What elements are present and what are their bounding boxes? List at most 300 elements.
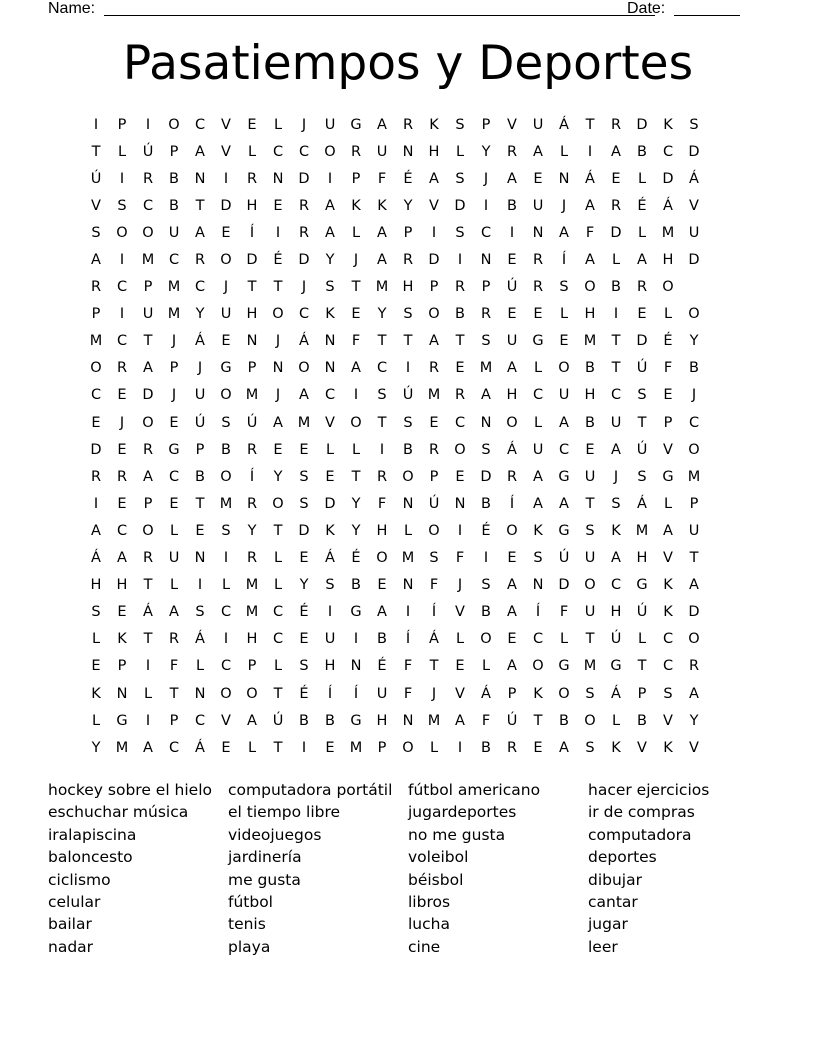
grid-letter: R	[246, 495, 258, 512]
grid-letter: I	[483, 550, 489, 567]
grid-letter: M	[297, 414, 311, 431]
grid-letter: D	[90, 441, 102, 458]
word-list-item: fútbol	[228, 893, 273, 912]
grid-letter: O	[584, 577, 596, 594]
grid-letter: U	[584, 550, 596, 567]
grid-letter: H	[610, 604, 622, 621]
word-list-item: ir de compras	[588, 803, 695, 822]
grid-letter: B	[351, 577, 361, 594]
grid-letter: A	[663, 522, 673, 539]
grid-letter: B	[299, 712, 309, 729]
grid-letter: E	[273, 441, 283, 458]
grid-letter: O	[246, 685, 258, 702]
word-list-item: lucha	[408, 915, 450, 934]
grid-letter: A	[533, 468, 543, 485]
grid-letter: E	[325, 739, 335, 756]
grid-letter: P	[481, 116, 491, 133]
grid-letter: A	[689, 685, 699, 702]
grid-letter: A	[507, 604, 517, 621]
grid-letter: U	[610, 414, 622, 431]
grid-letter: N	[272, 170, 284, 187]
grid-letter: S	[481, 333, 491, 350]
grid-letter: K	[611, 739, 621, 756]
grid-letter: T	[637, 414, 647, 431]
grid-letter: S	[195, 604, 205, 621]
grid-letter: N	[480, 252, 492, 269]
grid-letter: M	[349, 739, 363, 756]
word-list-item: baloncesto	[48, 848, 133, 867]
grid-letter: D	[246, 252, 258, 269]
grid-letter: M	[583, 658, 597, 675]
grid-letter: M	[635, 522, 649, 539]
grid-letter: V	[663, 441, 673, 458]
grid-letter: E	[507, 306, 517, 323]
grid-letter: I	[457, 522, 463, 539]
word-list-item: jugar	[588, 915, 628, 934]
grid-letter: T	[169, 685, 179, 702]
grid-letter: I	[457, 739, 463, 756]
grid-letter: A	[637, 252, 647, 269]
grid-letter: N	[558, 170, 570, 187]
grid-letter: J	[171, 387, 177, 404]
grid-row	[83, 138, 733, 165]
word-list-item: tenis	[228, 915, 266, 934]
grid-letter: R	[506, 739, 518, 756]
grid-letter: E	[429, 414, 439, 431]
grid-letter: C	[480, 224, 492, 241]
grid-letter: Y	[351, 495, 361, 512]
grid-letter: Ú	[90, 170, 102, 187]
grid-letter: L	[663, 495, 673, 512]
grid-letter: A	[195, 143, 205, 160]
grid-letter: V	[221, 712, 231, 729]
grid-letter: E	[117, 604, 127, 621]
grid-letter: A	[507, 658, 517, 675]
grid-letter: A	[585, 252, 595, 269]
grid-letter: O	[142, 224, 154, 241]
grid-letter: T	[637, 658, 647, 675]
grid-letter: A	[585, 197, 595, 214]
grid-letter: K	[663, 604, 673, 621]
grid-letter: Y	[195, 306, 205, 323]
grid-letter: R	[402, 252, 414, 269]
grid-letter: D	[688, 604, 700, 621]
word-list-item: nadar	[48, 937, 94, 956]
word-list-item: bailar	[48, 915, 92, 934]
grid-letter: B	[481, 739, 491, 756]
grid-letter: A	[507, 360, 517, 377]
grid-letter: U	[142, 306, 154, 323]
grid-letter: T	[273, 279, 283, 296]
grid-letter: P	[637, 685, 647, 702]
grid-letter: O	[584, 279, 596, 296]
grid-letter: D	[324, 495, 336, 512]
grid-letter: S	[637, 468, 647, 485]
word-list-item: el tiempo libre	[228, 803, 341, 822]
grid-letter: E	[221, 739, 231, 756]
word-search-grid	[83, 111, 733, 761]
grid-letter: H	[376, 712, 388, 729]
grid-letter: A	[481, 387, 491, 404]
grid-letter: G	[610, 658, 622, 675]
grid-row	[83, 517, 733, 544]
grid-letter: A	[559, 414, 569, 431]
grid-letter: S	[377, 387, 387, 404]
grid-letter: O	[428, 522, 440, 539]
grid-letter: E	[273, 197, 283, 214]
grid-letter: E	[91, 658, 101, 675]
grid-letter: A	[377, 604, 387, 621]
grid-letter: E	[247, 116, 257, 133]
grid-row	[83, 165, 733, 192]
grid-letter: Á	[195, 739, 205, 756]
grid-letter: N	[532, 224, 544, 241]
grid-letter: D	[298, 522, 310, 539]
grid-letter: P	[195, 441, 205, 458]
grid-letter: P	[117, 116, 127, 133]
grid-letter: D	[220, 197, 232, 214]
grid-letter: N	[324, 360, 336, 377]
grid-letter: I	[509, 224, 515, 241]
grid-letter: V	[455, 685, 465, 702]
grid-letter: Y	[403, 197, 413, 214]
grid-letter: É	[273, 252, 283, 269]
grid-letter: Í	[353, 685, 359, 702]
word-list-item: jugardeportes	[408, 803, 517, 822]
grid-letter: K	[663, 577, 673, 594]
grid-letter: O	[272, 495, 284, 512]
grid-letter: E	[455, 468, 465, 485]
grid-letter: K	[533, 685, 543, 702]
grid-letter: B	[507, 197, 517, 214]
grid-letter: N	[194, 550, 206, 567]
grid-letter: G	[350, 604, 362, 621]
grid-letter: B	[325, 712, 335, 729]
grid-letter: L	[637, 170, 647, 187]
grid-letter: J	[561, 197, 567, 214]
grid-letter: F	[429, 577, 439, 594]
grid-letter: H	[636, 550, 648, 567]
grid-letter: V	[91, 197, 101, 214]
word-list-item: ciclismo	[48, 870, 111, 889]
grid-letter: R	[428, 360, 440, 377]
grid-letter: R	[142, 170, 154, 187]
grid-letter: R	[454, 387, 466, 404]
grid-letter: Ú	[194, 414, 206, 431]
grid-letter: E	[507, 550, 517, 567]
grid-letter: D	[662, 170, 674, 187]
grid-letter: L	[533, 414, 543, 431]
grid-letter: L	[91, 712, 101, 729]
grid-letter: I	[119, 306, 125, 323]
grid-letter: Ú	[142, 143, 154, 160]
grid-letter: C	[376, 360, 388, 377]
grid-letter: B	[195, 468, 205, 485]
grid-letter: T	[351, 279, 361, 296]
grid-letter: S	[559, 279, 569, 296]
grid-letter: B	[169, 170, 179, 187]
grid-letter: P	[507, 685, 517, 702]
grid-letter: S	[299, 495, 309, 512]
grid-row	[83, 572, 733, 599]
grid-row	[83, 436, 733, 463]
grid-letter: E	[637, 306, 647, 323]
grid-letter: G	[558, 468, 570, 485]
grid-letter: A	[91, 252, 101, 269]
grid-letter: E	[585, 441, 595, 458]
grid-letter: T	[351, 468, 361, 485]
grid-row	[83, 626, 733, 653]
grid-letter: U	[324, 116, 336, 133]
grid-letter: U	[532, 441, 544, 458]
grid-letter: M	[245, 387, 259, 404]
grid-letter: L	[273, 658, 283, 675]
grid-letter: S	[663, 685, 673, 702]
grid-letter: L	[169, 522, 179, 539]
grid-letter: R	[480, 306, 492, 323]
grid-letter: Á	[611, 685, 621, 702]
grid-letter: H	[662, 252, 674, 269]
grid-letter: E	[195, 522, 205, 539]
grid-letter: S	[481, 441, 491, 458]
grid-letter: B	[637, 143, 647, 160]
grid-letter: F	[663, 360, 673, 377]
grid-letter: T	[247, 279, 257, 296]
grid-letter: O	[480, 631, 492, 648]
grid-letter: B	[611, 279, 621, 296]
grid-letter: T	[689, 550, 699, 567]
grid-letter: A	[533, 495, 543, 512]
grid-letter: A	[559, 495, 569, 512]
grid-letter: L	[273, 577, 283, 594]
grid-letter: R	[688, 658, 700, 675]
grid-letter: P	[429, 279, 439, 296]
grid-letter: L	[455, 143, 465, 160]
grid-letter: Í	[509, 495, 515, 512]
word-list-item: no me gusta	[408, 825, 506, 844]
grid-letter: L	[247, 739, 257, 756]
grid-letter: V	[221, 116, 231, 133]
grid-letter: J	[691, 387, 697, 404]
word-list-item: hacer ejercicios	[588, 781, 710, 799]
grid-letter: Á	[143, 604, 153, 621]
grid-letter: P	[481, 279, 491, 296]
grid-letter: O	[428, 306, 440, 323]
grid-letter: O	[220, 468, 232, 485]
grid-letter: O	[688, 306, 700, 323]
grid-letter: V	[455, 604, 465, 621]
grid-letter: Ú	[246, 414, 258, 431]
grid-letter: P	[429, 468, 439, 485]
grid-letter: C	[142, 197, 154, 214]
grid-letter: C	[610, 577, 622, 594]
grid-letter: Á	[429, 631, 439, 648]
grid-letter: K	[91, 685, 101, 702]
grid-letter: L	[351, 441, 361, 458]
grid-letter: M	[479, 360, 493, 377]
grid-letter: E	[299, 441, 309, 458]
grid-letter: C	[532, 387, 544, 404]
grid-letter: D	[688, 143, 700, 160]
grid-letter: Y	[481, 143, 491, 160]
grid-row	[83, 707, 733, 734]
grid-letter: Á	[195, 333, 205, 350]
grid-letter: É	[299, 685, 309, 702]
date-label: Date:	[627, 0, 666, 17]
grid-letter: S	[325, 577, 335, 594]
grid-letter: S	[455, 116, 465, 133]
grid-letter: H	[246, 631, 258, 648]
grid-letter: Í	[431, 604, 437, 621]
word-list-item: celular	[48, 893, 101, 912]
grid-letter: I	[197, 577, 203, 594]
word-list-item: libros	[408, 893, 451, 912]
grid-letter: R	[506, 468, 518, 485]
grid-letter: É	[377, 658, 387, 675]
grid-letter: M	[141, 252, 155, 269]
grid-letter: C	[116, 333, 128, 350]
grid-letter: U	[532, 116, 544, 133]
grid-letter: J	[353, 252, 359, 269]
grid-letter: U	[532, 197, 544, 214]
grid-letter: Ú	[402, 387, 414, 404]
grid-letter: N	[402, 712, 414, 729]
grid-letter: Ú	[610, 631, 622, 648]
grid-letter: N	[324, 333, 336, 350]
grid-letter: P	[91, 306, 101, 323]
grid-letter: O	[350, 414, 362, 431]
grid-letter: T	[585, 631, 595, 648]
grid-letter: A	[273, 414, 283, 431]
grid-letter: R	[532, 279, 544, 296]
grid-letter: C	[662, 658, 674, 675]
grid-letter: R	[116, 360, 128, 377]
grid-letter: E	[611, 170, 621, 187]
grid-letter: Á	[559, 116, 569, 133]
grid-letter: U	[168, 224, 180, 241]
grid-letter: P	[169, 360, 179, 377]
grid-letter: R	[142, 441, 154, 458]
grid-letter: A	[429, 170, 439, 187]
grid-letter: Í	[327, 685, 333, 702]
grid-letter: A	[507, 577, 517, 594]
grid-letter: Í	[249, 224, 255, 241]
grid-letter: O	[142, 414, 154, 431]
word-list-item: hockey sobre el hielo	[48, 781, 213, 799]
grid-letter: U	[584, 468, 596, 485]
grid-letter: Í	[561, 252, 567, 269]
word-list-item: computadora portátil	[228, 781, 393, 799]
grid-letter: V	[663, 712, 673, 729]
grid-letter: S	[689, 116, 699, 133]
grid-letter: J	[275, 387, 281, 404]
grid-letter: C	[194, 279, 206, 296]
grid-letter: S	[221, 522, 231, 539]
grid-letter: H	[584, 306, 596, 323]
grid-letter: S	[481, 577, 491, 594]
grid-letter: Ú	[636, 604, 648, 621]
grid-row	[83, 274, 733, 301]
grid-letter: E	[221, 224, 231, 241]
grid-letter: P	[351, 170, 361, 187]
grid-row	[83, 301, 733, 328]
grid-letter: S	[455, 224, 465, 241]
grid-letter: M	[167, 279, 181, 296]
grid-letter: T	[585, 116, 595, 133]
grid-letter: S	[429, 550, 439, 567]
grid-letter: B	[403, 441, 413, 458]
grid-letter: M	[427, 712, 441, 729]
grid-letter: K	[117, 631, 127, 648]
grid-letter: C	[610, 387, 622, 404]
grid-letter: A	[247, 712, 257, 729]
grid-letter: S	[585, 685, 595, 702]
grid-letter: C	[532, 631, 544, 648]
word-list-item: computadora	[588, 825, 692, 844]
grid-letter: I	[379, 441, 385, 458]
grid-letter: O	[376, 550, 388, 567]
grid-letter: T	[611, 333, 621, 350]
grid-letter: I	[275, 224, 281, 241]
grid-letter: L	[429, 739, 439, 756]
grid-letter: G	[220, 360, 232, 377]
grid-letter: P	[247, 658, 257, 675]
grid-letter: Y	[299, 577, 309, 594]
grid-letter: H	[246, 306, 258, 323]
grid-letter: A	[143, 360, 153, 377]
grid-letter: C	[272, 631, 284, 648]
grid-letter: J	[613, 468, 619, 485]
grid-letter: E	[299, 550, 309, 567]
grid-letter: E	[533, 306, 543, 323]
grid-letter: U	[194, 387, 206, 404]
grid-letter: A	[507, 170, 517, 187]
grid-letter: E	[299, 631, 309, 648]
grid-letter: E	[455, 360, 465, 377]
grid-letter: L	[273, 550, 283, 567]
grid-letter: L	[559, 306, 569, 323]
grid-letter: C	[194, 116, 206, 133]
grid-letter: Í	[249, 468, 255, 485]
grid-row	[83, 545, 733, 572]
grid-letter: H	[246, 197, 258, 214]
grid-letter: F	[351, 333, 361, 350]
grid-letter: H	[116, 577, 128, 594]
grid-row	[83, 192, 733, 219]
grid-row	[83, 382, 733, 409]
grid-letter: U	[168, 550, 180, 567]
grid-letter: E	[169, 414, 179, 431]
grid-letter: R	[90, 468, 102, 485]
grid-letter: A	[559, 739, 569, 756]
grid-letter: R	[90, 279, 102, 296]
grid-letter: Y	[247, 522, 257, 539]
grid-letter: I	[223, 631, 229, 648]
grid-letter: M	[219, 495, 233, 512]
grid-letter: D	[454, 197, 466, 214]
grid-letter: C	[116, 522, 128, 539]
grid-letter: U	[376, 685, 388, 702]
grid-letter: E	[663, 387, 673, 404]
grid-letter: T	[585, 495, 595, 512]
name-blank-line	[104, 15, 655, 16]
grid-letter: A	[351, 360, 361, 377]
grid-letter: U	[584, 604, 596, 621]
grid-letter: G	[558, 522, 570, 539]
grid-letter: T	[143, 631, 153, 648]
grid-letter: E	[351, 306, 361, 323]
grid-letter: A	[325, 197, 335, 214]
